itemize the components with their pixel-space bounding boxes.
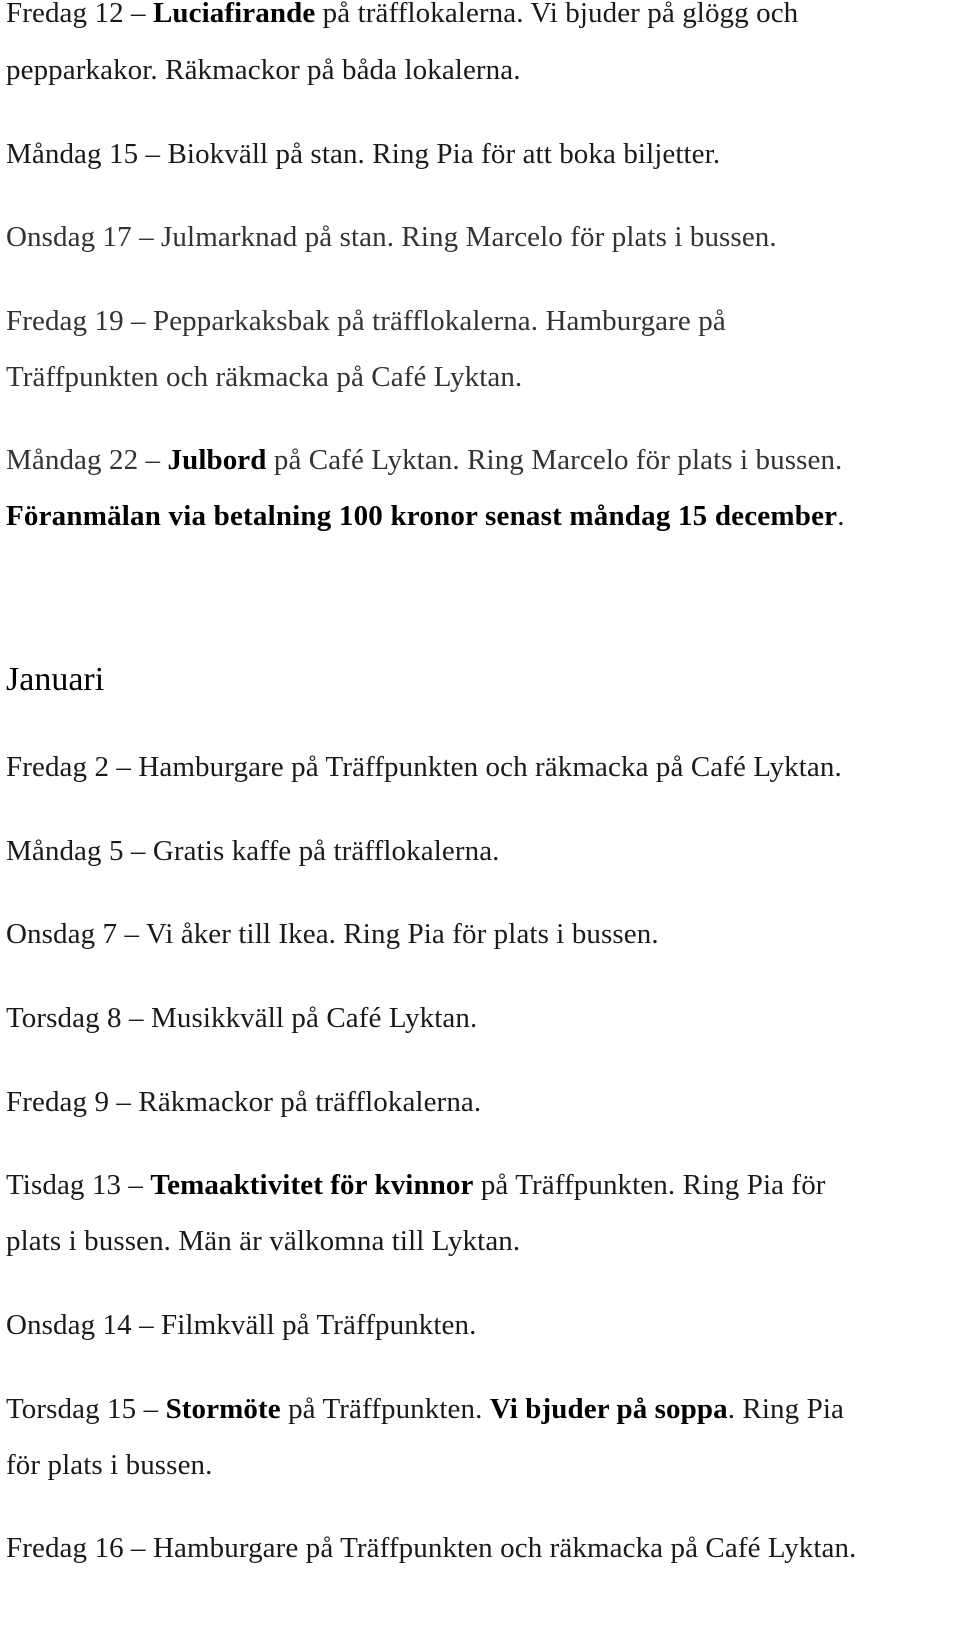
event-dec-12-line2 <box>6 53 521 87</box>
event-jan-9 <box>6 1085 481 1119</box>
event-highlight: Luciafirande <box>152 0 316 29</box>
registration-notice <box>6 499 845 533</box>
event-text: Torsdag 8 – Musikkväll på Café Lyktan. <box>6 1002 478 1034</box>
event-text: Fredag 19 – Pepparkaksbak på träfflokalerna. Hamburgare på <box>6 305 726 337</box>
event-text: för plats i bussen. <box>6 1449 213 1481</box>
event-highlight: Julbord <box>167 444 267 476</box>
event-text: på Träffpunkten. <box>280 1393 490 1425</box>
event-dec-19-line1 <box>6 304 726 338</box>
event-jan-13-line2 <box>6 1224 520 1258</box>
event-date: Torsdag 15 – <box>6 1393 166 1425</box>
event-text: på Träffpunkten. Ring Pia för <box>473 1169 826 1201</box>
event-jan-8 <box>6 1001 477 1035</box>
event-dec-19-line2 <box>6 360 522 394</box>
event-highlight-soup: Vi bjuder på soppa <box>489 1393 728 1425</box>
event-text: Fredag 9 – Räkmackor på träfflokalerna. <box>6 1086 482 1118</box>
event-dec-15 <box>6 137 720 171</box>
event-jan-15-line1 <box>6 1392 844 1426</box>
event-date: Tisdag 13 – <box>6 1169 151 1201</box>
event-highlight: Temaaktivitet för kvinnor <box>150 1169 474 1201</box>
event-text: på Café Lyktan. Ring Marcelo för plats i bussen. <box>266 444 843 476</box>
event-text: pepparkakor. Räkmackor på båda lokalerna. <box>6 54 521 86</box>
event-jan-16 <box>6 1531 856 1565</box>
event-text: . Ring Pia <box>727 1393 844 1425</box>
event-jan-7 <box>6 917 659 951</box>
event-text: Onsdag 14 – Filmkväll på Träffpunkten. <box>6 1309 477 1341</box>
event-jan-5 <box>6 834 500 868</box>
notice-text: Föranmälan via betalning 100 kronor senast måndag 15 december <box>6 500 838 532</box>
event-dec-22 <box>6 443 842 477</box>
event-text: Träffpunkten och räkmacka på Café Lyktan. <box>6 361 523 393</box>
event-text: Fredag 16 – Hamburgare på Träffpunkten och räkmacka på Café Lyktan. <box>6 1532 857 1564</box>
event-text: på träfflokalerna. Vi bjuder på glögg och <box>315 0 799 29</box>
event-text: Måndag 15 – Biokväll på stan. Ring Pia för att boka biljetter. <box>6 138 721 170</box>
event-text: Fredag 2 – Hamburgare på Träffpunkten och räkmacka på Café Lyktan. <box>6 751 842 783</box>
event-text: Onsdag 7 – Vi åker till Ikea. Ring Pia för plats i bussen. <box>6 918 659 950</box>
event-dec-12-line1 <box>6 0 798 30</box>
event-jan-15-line2 <box>6 1448 213 1482</box>
event-highlight: Stormöte <box>165 1393 281 1425</box>
event-text: Onsdag 17 – Julmarknad på stan. Ring Marcelo för plats i bussen. <box>6 221 777 253</box>
event-jan-14 <box>6 1308 476 1342</box>
event-jan-13-line1 <box>6 1168 826 1202</box>
event-text: plats i bussen. Män är välkomna till Lyktan. <box>6 1225 521 1257</box>
notice-period: . <box>837 500 845 532</box>
event-date: Måndag 22 – <box>6 444 168 476</box>
event-jan-2 <box>6 750 842 784</box>
event-date: Fredag 12 – <box>6 0 153 29</box>
event-dec-17 <box>6 220 777 254</box>
event-text: Måndag 5 – Gratis kaffe på träfflokalerna. <box>6 835 500 867</box>
month-heading-januari: Januari <box>6 661 105 698</box>
